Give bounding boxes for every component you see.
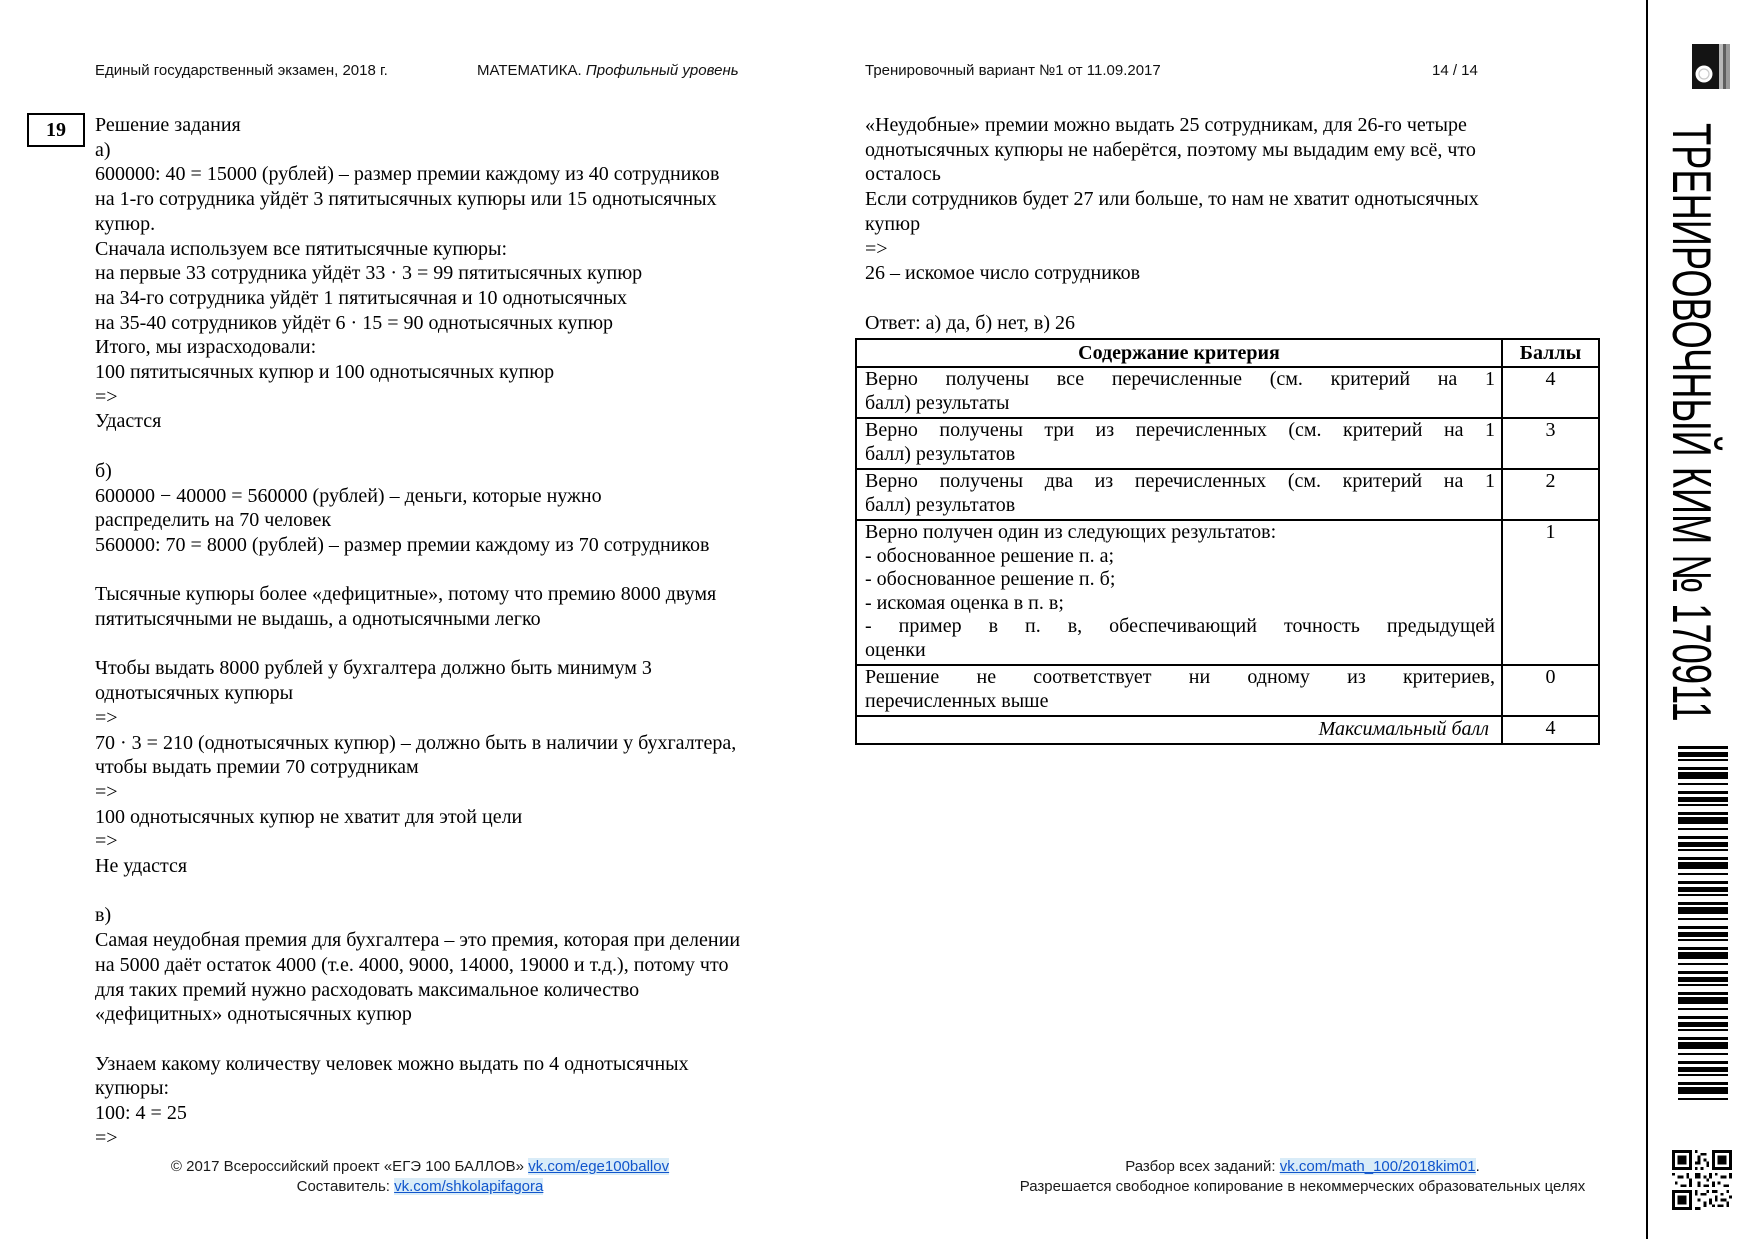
criteria-cell: [856, 665, 1502, 716]
score-cell: 4: [1502, 367, 1599, 418]
solution-line: а): [95, 138, 111, 161]
header-variant: Тренировочный вариант №1 от 11.09.2017: [865, 62, 1161, 79]
criteria-line: - пример в п. в, обеспечивающий точность предыдущей: [865, 615, 1495, 638]
solution-line: 100 однотысячных купюр не хватит для этой цели: [95, 805, 523, 828]
footer-license-line: Разрешается свободное копирование в некоммерческих образовательных целях: [1019, 1178, 1586, 1195]
footer-left: [130, 1157, 710, 1197]
solution-column-left: [95, 113, 825, 1150]
footer-solutions-suffix: .: [1475, 1158, 1480, 1175]
criteria-table: [855, 338, 1600, 745]
header-subject-level: Профильный уровень: [585, 62, 739, 79]
solution-line: 600000: 40 = 15000 (рублей) – размер премии каждому из 40 сотрудников: [95, 163, 720, 186]
table-row: [856, 469, 1599, 520]
score-cell: 1: [1502, 520, 1599, 665]
sidebar-divider-line: [1646, 0, 1648, 1239]
criteria-line: Верно получен один из следующих результатов:: [865, 521, 1277, 544]
solution-line: [865, 286, 1602, 311]
task-number: 19: [46, 118, 66, 141]
solution-line: =>: [95, 706, 118, 729]
solution-line: 100: 4 = 25: [95, 1102, 187, 1125]
table-max-row: [856, 716, 1599, 744]
footer-author-line: [130, 1177, 710, 1197]
criteria-line: - обоснованное решение п. б;: [865, 568, 1116, 591]
barcode: [1678, 746, 1728, 1102]
solution-line: «дефицитных» однотысячных купюр: [95, 1003, 412, 1026]
footer-author-text: Составитель:: [296, 1178, 395, 1195]
solution-line: 100 пятитысячных купюр и 100 однотысячных купюр: [95, 361, 555, 384]
solution-line: Самая неудобная премия для бухгалтера – это премия, которая при делении: [95, 929, 741, 952]
solution-line: пятитысячными не выдашь, а однотысячными легко: [95, 608, 541, 631]
criteria-line: оценки: [865, 638, 926, 661]
solution-line: =>: [95, 830, 118, 853]
header-exam-title: Единый государственный экзамен, 2018 г.: [95, 62, 388, 79]
criteria-cell: [856, 418, 1502, 469]
solution-line: на 34-го сотрудника уйдёт 1 пятитысячная и 10 однотысячных: [95, 286, 628, 309]
solution-line: [95, 879, 825, 904]
solution-line: на 5000 даёт остаток 4000 (т.е. 4000, 9000, 14000, 19000 и т.д.), потому что: [95, 953, 729, 976]
solution-column-right: [865, 113, 1602, 745]
solution-line: Удастся: [95, 410, 162, 433]
link-math-100-kim[interactable]: vk.com/math_100/2018kim01: [1279, 1158, 1476, 1175]
score-cell: 2: [1502, 469, 1599, 520]
qr-code: [1672, 1150, 1732, 1210]
solution-line: однотысячных купюры не наберётся, поэтому мы выдадим ему всё, что: [865, 138, 1476, 161]
solution-line: Чтобы выдать 8000 рублей у бухгалтера должно быть минимум 3: [95, 657, 652, 680]
criteria-line: Решение не соответствует ни одному из критериев,: [865, 666, 1495, 689]
footer-copyright-line: [130, 1157, 710, 1177]
solution-line: чтобы выдать премии 70 сотрудникам: [95, 756, 419, 779]
solution-line: =>: [95, 385, 118, 408]
criteria-line: Верно получены все перечисленные (см. критерий на 1: [865, 368, 1495, 391]
footer-solutions-line: [1005, 1157, 1600, 1177]
solution-line: =>: [95, 780, 118, 803]
solution-line: купюр.: [95, 212, 156, 235]
solution-line: [95, 434, 825, 459]
criteria-line: балл) результатов: [865, 442, 1016, 465]
solution-line: [95, 632, 825, 657]
page-number: 14 / 14: [1432, 62, 1478, 79]
solution-line: [95, 558, 825, 583]
solution-line: на первые 33 сотрудника уйдёт 33 · 3 = 99 пятитысячных купюр: [95, 262, 643, 285]
solution-line: 26 – искомое число сотрудников: [865, 262, 1141, 285]
criteria-line: Верно получены два из перечисленных (см. критерий на 1: [865, 470, 1495, 493]
vertical-watermark-text: ТРЕНИРОВОЧНЫЙ КИМ № 170911: [1661, 123, 1723, 722]
max-score-value: 4: [1502, 716, 1599, 744]
solution-line: 600000 − 40000 = 560000 (рублей) – деньги, которые нужно: [95, 484, 602, 507]
link-ege100ballov[interactable]: vk.com/ege100ballov: [528, 1158, 670, 1175]
solution-line: осталось: [865, 163, 941, 186]
table-row: [856, 665, 1599, 716]
solution-line: Итого, мы израсходовали:: [95, 336, 317, 359]
table-header-criteria: Содержание критерия: [856, 339, 1502, 367]
logo-icon: [1692, 44, 1730, 89]
criteria-line: балл) результаты: [865, 391, 1010, 414]
solution-line: Не удастся: [95, 855, 188, 878]
table-row: [856, 367, 1599, 418]
solution-line: Тысячные купюры более «дефицитные», потому что премию 8000 двумя: [95, 583, 717, 606]
solution-line: 560000: 70 = 8000 (рублей) – размер премии каждому из 70 сотрудников: [95, 533, 710, 556]
solution-line: Узнаем какому количеству человек можно выдать по 4 однотысячных: [95, 1052, 689, 1075]
footer-solutions-text: Разбор всех заданий:: [1125, 1158, 1280, 1175]
solution-line: однотысячных купюры: [95, 682, 294, 705]
solution-line: купюры:: [95, 1077, 170, 1100]
solution-line: б): [95, 459, 112, 482]
criteria-line: Верно получены три из перечисленных (см. критерий на 1: [865, 419, 1495, 442]
header-subject-name: МАТЕМАТИКА.: [477, 62, 582, 79]
solution-line: =>: [865, 237, 888, 260]
score-cell: 3: [1502, 418, 1599, 469]
footer-copyright-text: © 2017 Всероссийский проект «ЕГЭ 100 БАЛЛОВ»: [170, 1158, 529, 1175]
answer-line: Ответ: а) да, б) нет, в) 26: [865, 311, 1076, 334]
criteria-cell: [856, 367, 1502, 418]
table-row: [856, 520, 1599, 665]
footer-right: [1005, 1157, 1600, 1197]
solution-line: купюр: [865, 212, 921, 235]
table-header-score: Баллы: [1502, 339, 1599, 367]
solution-line: на 35-40 сотрудников уйдёт 6 · 15 = 90 однотысячных купюр: [95, 311, 614, 334]
task-number-box: [27, 113, 85, 147]
solution-line: 70 · 3 = 210 (однотысячных купюр) – должно быть в наличии у бухгалтера,: [95, 731, 737, 754]
criteria-cell: [856, 469, 1502, 520]
solution-line: Если сотрудников будет 27 или больше, то нам не хватит однотысячных: [865, 188, 1479, 211]
solution-line: Сначала используем все пятитысячные купюры:: [95, 237, 508, 260]
criteria-line: балл) результатов: [865, 493, 1016, 516]
header-subject: [477, 62, 739, 79]
table-row: [856, 418, 1599, 469]
solution-line: [95, 1027, 825, 1052]
table-header-row: [856, 339, 1599, 367]
solution-line: распределить на 70 человек: [95, 509, 332, 532]
criteria-line: перечисленных выше: [865, 689, 1049, 712]
score-cell: 0: [1502, 665, 1599, 716]
solution-line: Решение задания: [95, 114, 241, 136]
criteria-line: - обоснованное решение п. а;: [865, 544, 1115, 567]
solution-line: =>: [95, 1126, 118, 1149]
max-score-label: Максимальный балл: [856, 716, 1502, 744]
criteria-cell: [856, 520, 1502, 665]
solution-line: в): [95, 904, 112, 927]
link-shkolapifagora[interactable]: vk.com/shkolapifagora: [394, 1178, 544, 1195]
solution-line: на 1-го сотрудника уйдёт 3 пятитысячных купюры или 15 однотысячных: [95, 188, 717, 211]
solution-line: для таких премий нужно расходовать максимальное количество: [95, 978, 640, 1001]
solution-line: «Неудобные» премии можно выдать 25 сотрудникам, для 26-го четыре: [865, 114, 1467, 136]
criteria-line: - искомая оценка в п. в;: [865, 591, 1064, 614]
